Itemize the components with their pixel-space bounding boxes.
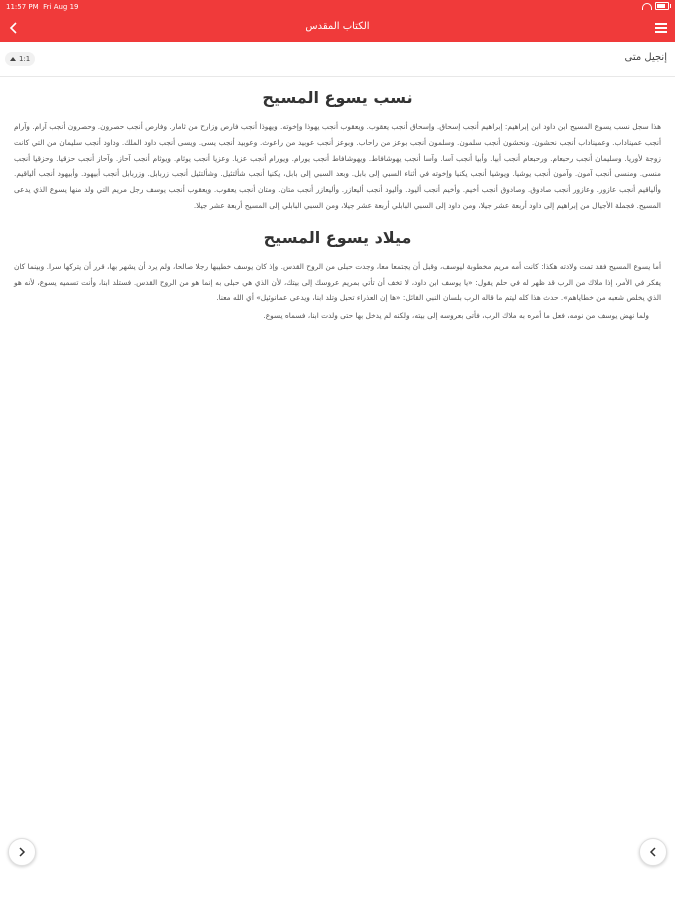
previous-chapter-button[interactable] <box>8 838 36 866</box>
wifi-icon <box>642 3 652 10</box>
chapter-selector[interactable] <box>5 52 35 66</box>
hamburger-menu-icon[interactable] <box>653 20 669 36</box>
chevron-left-icon <box>649 847 657 857</box>
battery-icon <box>655 2 669 10</box>
section-paragraph: ولما نهض يوسف من نومه، فعل ما أمره به ملاك الرب، فأتى بعروسه إلى بيته، ولكنه لم يدخل بها حتى ولدت ابنا، فسماه يسوع. <box>263 311 649 321</box>
time-text: 11:57 PM <box>6 3 39 11</box>
status-bar <box>0 0 675 16</box>
section-title: ميلاد يسوع المسيح <box>263 227 412 247</box>
date-text: Fri Aug 19 <box>43 3 79 11</box>
reading-content <box>10 82 665 334</box>
status-icons <box>642 2 669 10</box>
caret-up-icon <box>10 57 16 61</box>
status-time <box>6 3 79 11</box>
next-chapter-button[interactable] <box>639 838 667 866</box>
chapter-bar <box>0 42 675 77</box>
book-name[interactable]: إنجيل متى <box>624 52 667 63</box>
section-paragraph: أما يسوع المسيح فقد تمت ولادته هكذا: كانت أمه مريم مخطوبة ليوسف، وقبل أن يجتمعا معا، وجدت حبلى من الروح القدس. وإذ كان يوسف خطيبها رجلا صالحا، ولم يرد أن يشهر بها، قرر أن يتركها سرا. وبينما كان يفكر في الأمر، إذا ملاك من الرب قد ظهر له في حلم يقول: «يا يوسف ابن داود، لا تخف أن تأتي بمريم عروسك إلى بيتك، لأن الذي هي حبلى به إنما هو من الروح القدس. فستلد ابنا، وأنت تسميه يسوع، لأنه هو الذي يخلص شعبه من خطاياهم». حدث هذا كله ليتم ما قاله الرب بلسان النبي القائل: «ها إن العذراء تحبل وتلد ابنا، ويدعى عمانوئيل» أي الله معنا. <box>14 261 661 303</box>
app-bar <box>0 16 675 42</box>
section-title: نسب يسوع المسيح <box>262 88 413 107</box>
section-paragraph: هذا سجل نسب يسوع المسيح ابن داود ابن إبراهيم: إبراهيم أنجب إسحاق. وإسحاق أنجب يعقوب. ويعقوب أنجب يهوذا وإخوته. ويهوذا أنجب فارص وزارح من ثامار. وفارص أنجب حصرون. وحصرون أنجب آرام. وآرام أنجب عميناداب. وعميناداب أنجب نحشون. ونحشون أنجب سلمون. وسلمون أنجب بوعز من راحاب. وبوعز أنجب عوبيد من راعوث. وعوبيد أنجب يسى. ويسى أنجب داود الملك. وداود أنجب سليمان من التي كانت زوجة لأوريا. وسليمان أنجب رحبعام. ورحبعام أنجب أبيا. وأبيا أنجب آسا. وآسا أنجب يهوشافاط. ويهوشافاط أنجب يورام. ويورام أنجب عزيا. وعزيا أنجب يوثام. ويوثام أنجب آحاز. وآحاز أنجب حزقيا. وحزقيا أنجب منسى. ومنسى أنجب آمون. وآمون أنجب يوشيا. ويوشيا أنجب يكنيا وإخوته في أثناء السبي إلى بابل. وبعد السبي إلى بابل، يكنيا أنجب شألتئيل. وشألتئيل أنجب زربابل. وزربابل أنجب أبيهود. وأبيهود أنجب ألياقيم. وألياقيم أنجب عازور. وعازور أنجب صادوق. وصادوق أنجب أخيم. وأخيم أنجب أليود. وأليود أنجب أليعازر. وأليعازر أنجب متان. ومتان أنجب يعقوب. ويعقوب أنجب يوسف رجل مريم التي ولد منها يسوع الذي يدعى المسيح. فجملة الأجيال من إبراهيم إلى داود أربعة عشر جيلا، ومن داود إلى السبي البابلي أربعة عشر جيلا، ومن السبي البابلي إلى المسيح أربعة عشر جيلا. <box>14 122 661 210</box>
chevron-right-icon <box>18 847 26 857</box>
app-title: الكتاب المقدس <box>305 21 370 32</box>
chapter-indicator: 1:1 <box>19 55 31 63</box>
